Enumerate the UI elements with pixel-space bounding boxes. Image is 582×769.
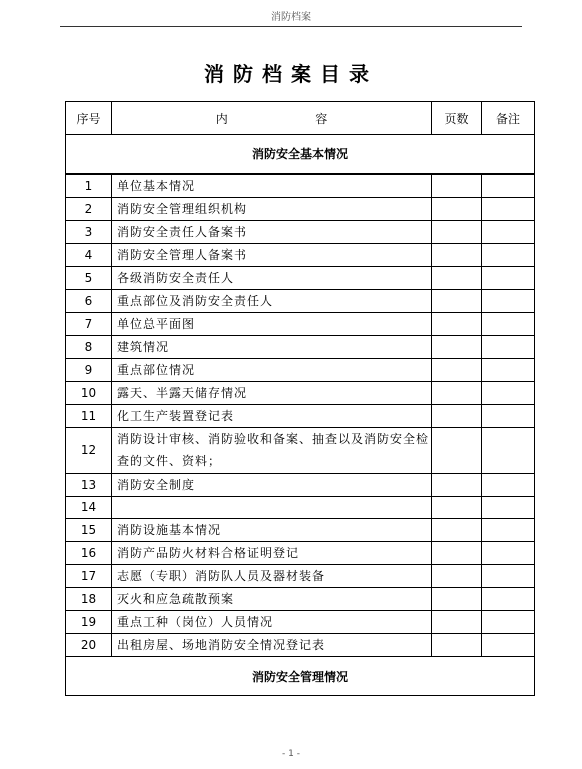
section-row-basic [66, 135, 535, 174]
table-row [66, 427, 535, 473]
column-header-content-b: 容 [315, 111, 328, 126]
row-content: 重点部位情况 [112, 358, 432, 381]
row-pages [432, 542, 482, 565]
table-header-row [66, 102, 535, 135]
row-content: 消防设计审核、消防验收和备案、抽查以及消防安全检查的文件、资料； [112, 427, 432, 473]
row-notes [482, 519, 535, 542]
row-pages [432, 243, 482, 266]
table-row [66, 404, 535, 427]
row-pages [432, 197, 482, 220]
section-title-management: 消防安全管理情况 [66, 657, 535, 696]
row-pages [432, 519, 482, 542]
row-number: 3 [66, 220, 112, 243]
row-content: 单位基本情况 [112, 174, 432, 198]
row-pages [432, 473, 482, 496]
row-notes [482, 312, 535, 335]
row-notes [482, 565, 535, 588]
row-number: 6 [66, 289, 112, 312]
column-header-content-a: 内 [215, 111, 228, 126]
row-content: 消防设施基本情况 [112, 519, 432, 542]
row-content: 灭火和应急疏散预案 [112, 588, 432, 611]
row-content: 建筑情况 [112, 335, 432, 358]
row-number: 1 [66, 174, 112, 198]
row-pages [432, 335, 482, 358]
row-pages [432, 381, 482, 404]
row-pages [432, 404, 482, 427]
document-title: 消防档案目录 [204, 62, 378, 86]
row-notes [482, 335, 535, 358]
row-notes [482, 289, 535, 312]
row-number: 8 [66, 335, 112, 358]
row-number: 7 [66, 312, 112, 335]
column-header-notes: 备注 [482, 102, 535, 135]
row-content: 消防安全责任人备案书 [112, 220, 432, 243]
table-row [66, 174, 535, 198]
row-number: 16 [66, 542, 112, 565]
row-pages [432, 266, 482, 289]
table-row [66, 289, 535, 312]
row-pages [432, 565, 482, 588]
row-number: 11 [66, 404, 112, 427]
table-row [66, 358, 535, 381]
page-header: 消防档案 [271, 12, 311, 23]
row-content: 化工生产装置登记表 [112, 404, 432, 427]
row-content: 出租房屋、场地消防安全情况登记表 [112, 634, 432, 657]
table-row [66, 381, 535, 404]
row-content: 单位总平面图 [112, 312, 432, 335]
header-rule [60, 26, 522, 27]
row-number: 12 [66, 427, 112, 473]
row-content: 重点工种（岗位）人员情况 [112, 611, 432, 634]
table-row [66, 197, 535, 220]
row-content: 消防安全制度 [112, 473, 432, 496]
row-number: 5 [66, 266, 112, 289]
table-row [66, 565, 535, 588]
row-pages [432, 312, 482, 335]
row-pages [432, 289, 482, 312]
row-notes [482, 496, 535, 519]
row-number: 14 [66, 496, 112, 519]
row-notes [482, 611, 535, 634]
catalog-table [65, 101, 535, 696]
row-number: 9 [66, 358, 112, 381]
row-notes [482, 588, 535, 611]
row-number: 10 [66, 381, 112, 404]
table-row [66, 542, 535, 565]
table-row [66, 496, 535, 519]
row-notes [482, 358, 535, 381]
section-row-management [66, 657, 535, 696]
table-row [66, 220, 535, 243]
table-row [66, 335, 535, 358]
row-pages [432, 174, 482, 198]
table-row [66, 611, 535, 634]
row-content: 志愿（专职）消防队人员及器材装备 [112, 565, 432, 588]
row-pages [432, 634, 482, 657]
row-pages [432, 358, 482, 381]
row-notes [482, 220, 535, 243]
row-pages [432, 496, 482, 519]
table-row [66, 243, 535, 266]
row-notes [482, 473, 535, 496]
row-content [112, 496, 432, 519]
column-header-pages: 页数 [432, 102, 482, 135]
row-notes [482, 404, 535, 427]
row-notes [482, 381, 535, 404]
table-row [66, 519, 535, 542]
row-content: 各级消防安全责任人 [112, 266, 432, 289]
page-number: - 1 - [282, 749, 300, 759]
row-notes [482, 174, 535, 198]
row-number: 4 [66, 243, 112, 266]
table-row [66, 634, 535, 657]
row-content: 消防安全管理组织机构 [112, 197, 432, 220]
row-number: 19 [66, 611, 112, 634]
row-pages [432, 427, 482, 473]
table-row [66, 312, 535, 335]
row-notes [482, 243, 535, 266]
row-content: 露天、半露天储存情况 [112, 381, 432, 404]
row-notes [482, 427, 535, 473]
row-content: 消防产品防火材料合格证明登记 [112, 542, 432, 565]
row-pages [432, 220, 482, 243]
table-row [66, 266, 535, 289]
row-content: 消防安全管理人备案书 [112, 243, 432, 266]
column-header-index: 序号 [66, 102, 112, 135]
row-number: 17 [66, 565, 112, 588]
column-header-content [112, 102, 432, 135]
row-number: 2 [66, 197, 112, 220]
row-pages [432, 588, 482, 611]
table-row [66, 473, 535, 496]
row-number: 18 [66, 588, 112, 611]
row-notes [482, 266, 535, 289]
row-pages [432, 611, 482, 634]
row-notes [482, 634, 535, 657]
row-notes [482, 197, 535, 220]
row-content: 重点部位及消防安全责任人 [112, 289, 432, 312]
row-notes [482, 542, 535, 565]
row-number: 13 [66, 473, 112, 496]
row-number: 20 [66, 634, 112, 657]
table-row [66, 588, 535, 611]
row-number: 15 [66, 519, 112, 542]
section-title-basic: 消防安全基本情况 [66, 135, 535, 174]
